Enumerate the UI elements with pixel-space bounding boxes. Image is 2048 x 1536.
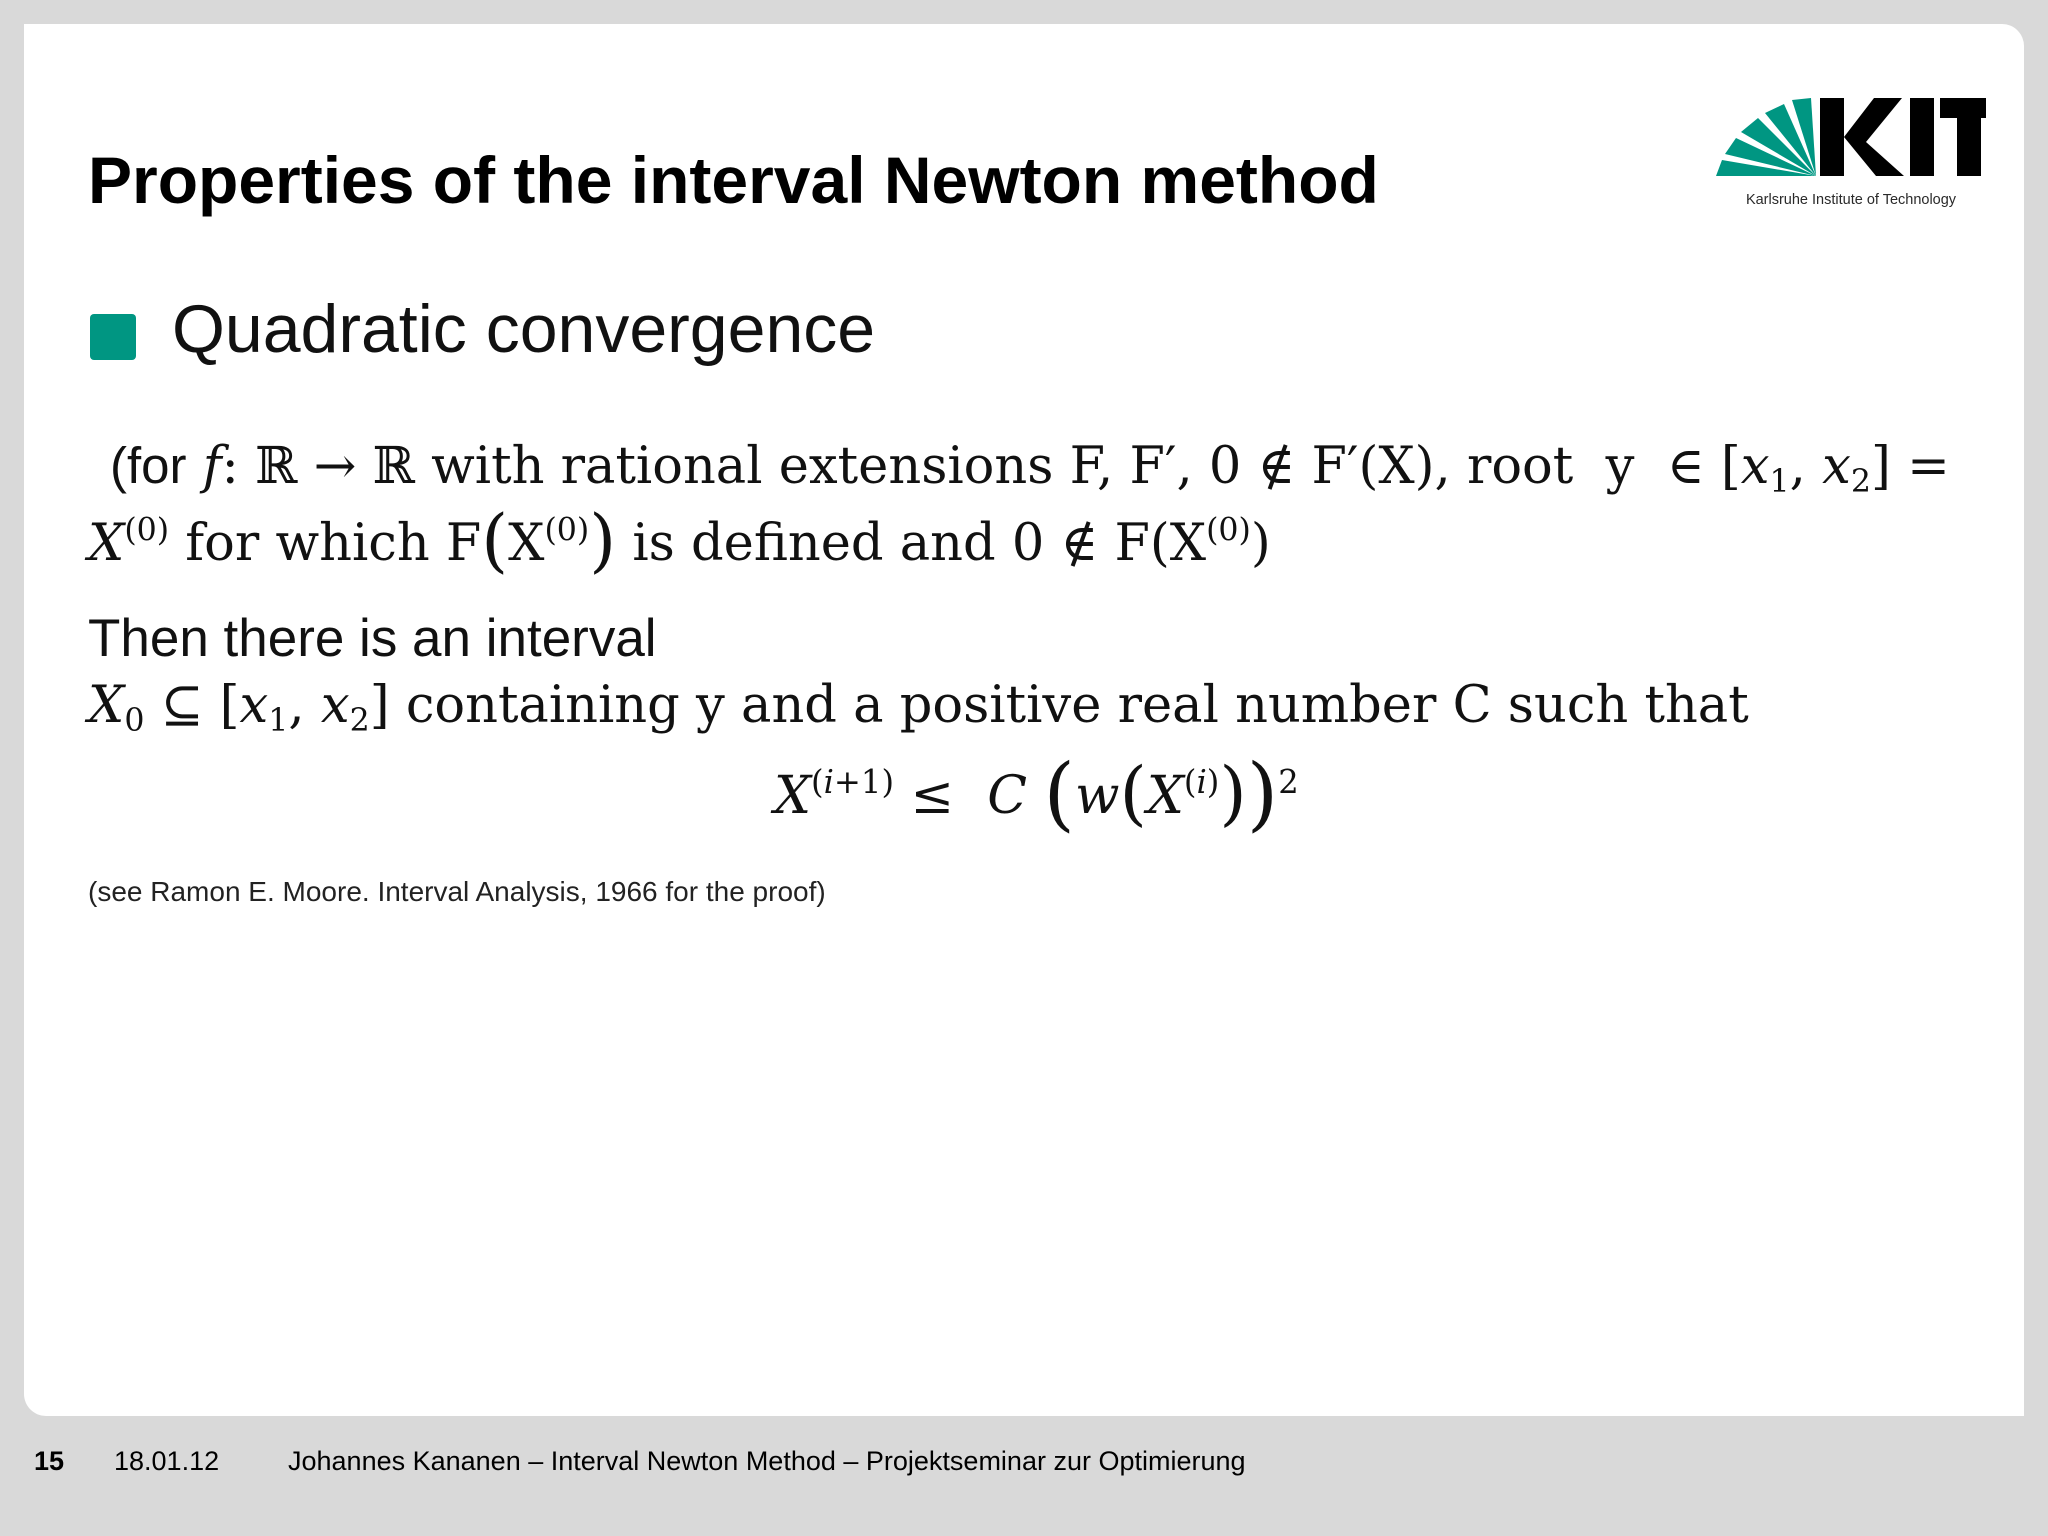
conclusion-line: $X_0$ ⊆ [$x_1$, $x_2$] containing y and a positive real number C such that: [88, 676, 1749, 739]
footer-date: 18.01.12: [114, 1446, 220, 1476]
hypothesis-line-2: $X^{(0)}$ for which $F(X^{(0)})$ is defined and 0 ∉ $F(X^{(0)})$: [88, 501, 1271, 582]
kit-logo-graphic: [1716, 74, 1986, 192]
slide-title: Properties of the interval Newton method: [88, 143, 1379, 217]
conclusion-intro: Then there is an interval: [88, 609, 657, 668]
footer-text: Johannes Kananen – Interval Newton Method – Projektseminar zur Optimierung: [288, 1446, 1246, 1476]
reference-note: (see Ramon E. Moore. Interval Analysis, 1966 for the proof): [88, 876, 826, 907]
convergence-inequality: $X^{(i+1)} \le C$ $(w(X^{(i)}))^2$: [774, 747, 1299, 842]
kit-logo-caption: Karlsruhe Institute of Technology: [1745, 192, 1957, 208]
kit-logo: [1716, 74, 1986, 224]
hypothesis-line-1: (for f: ℝ → ℝ with rational extensions F, F′, 0 ∉ F′(X), root y ∈ [$x_1$, $x_2$] =: [110, 437, 1950, 500]
page-number: 15: [34, 1446, 65, 1476]
bullet-marker: [90, 314, 136, 360]
bullet-heading: Quadratic convergence: [172, 291, 876, 367]
slide-footer: [0, 1446, 2048, 1486]
slide: [24, 24, 2024, 1416]
